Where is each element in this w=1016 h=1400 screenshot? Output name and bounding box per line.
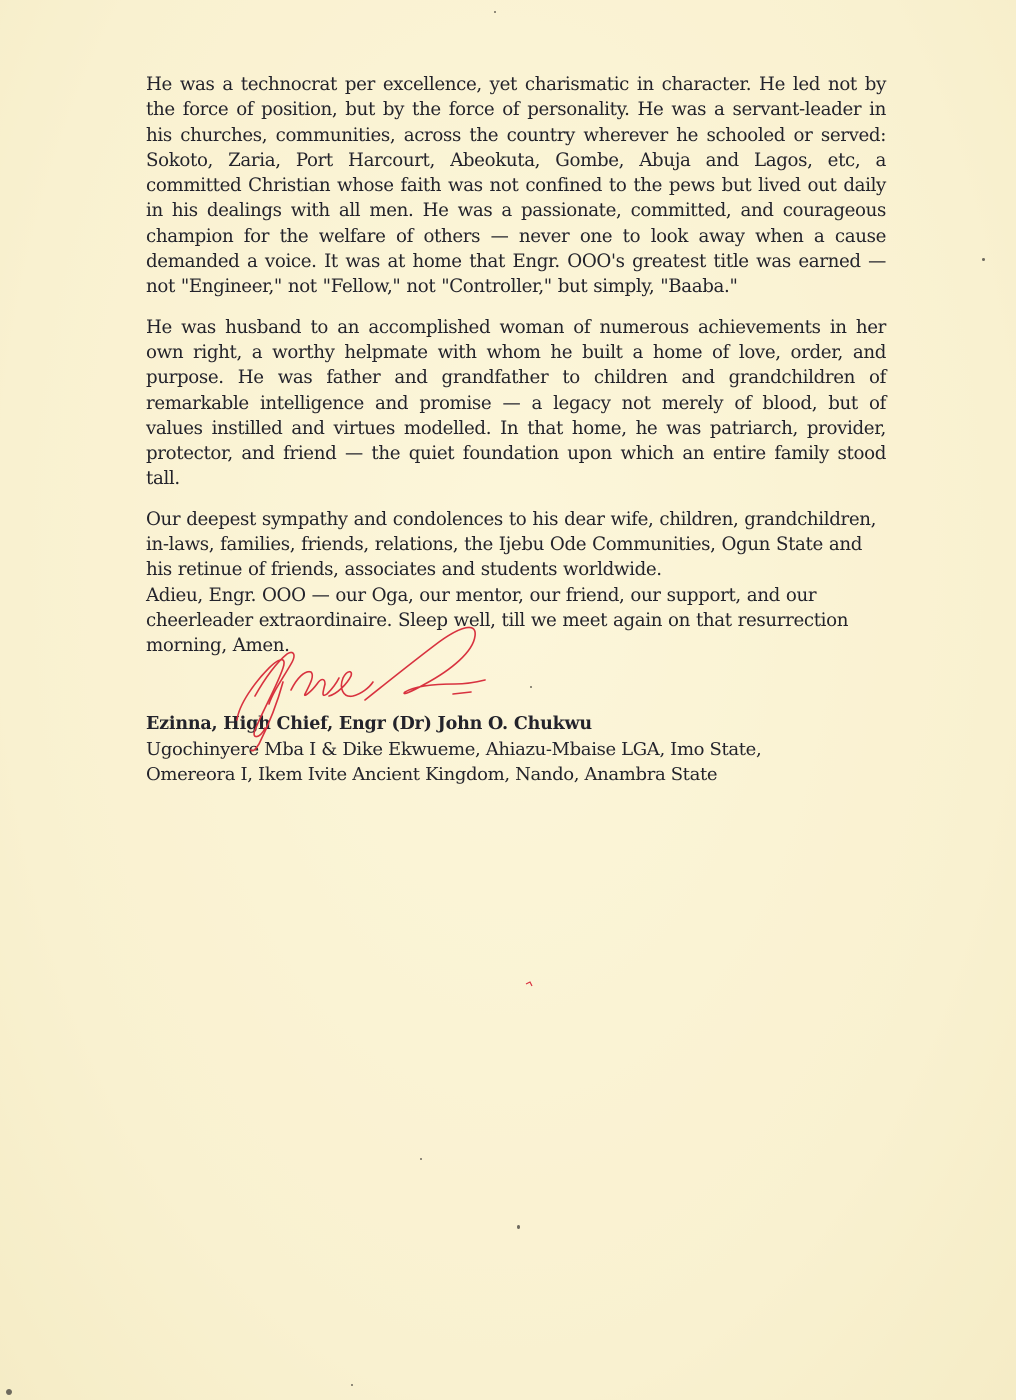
speck-mark	[982, 258, 985, 261]
ink-speck-mark	[524, 980, 536, 990]
paragraph-family: He was husband to an accomplished woman of numerous achievements in her own right, a worthy helpmate with whom he built a home of love, order, and purpose. He was father and grandfather to children and grandchildren of remarkable intelligence and promise — a legacy not merely of blood, but of values instilled and virtues modelled. In that home, he was patriarch, provider, protector, and friend — the quiet foundation upon which an entire family stood tall.	[146, 316, 886, 490]
paragraph-farewell: Adieu, Engr. OOO — our Oga, our mentor, our friend, our support, and our cheerleader extraordinaire. Sleep well, till we meet again on that resurrection morning, Amen.	[146, 584, 849, 657]
letter-body	[146, 72, 886, 659]
signatory-title-line-1: Ugochinyere Mba I & Dike Ekwueme, Ahiazu-Mbaise LGA, Imo State,	[146, 739, 762, 760]
speck-mark	[517, 1225, 520, 1229]
speck-mark	[6, 1389, 12, 1395]
paragraph-tribute: He was a technocrat per excellence, yet charismatic in character. He led not by the force of position, but by the force of personality. He was a servant-leader in his churches, communities, across the country wherever he schooled or served: Sokoto, Zaria, Port Harcourt, Abeokuta, Gombe, Abuja and Lagos, etc, a committed Christian whose faith was not confined to the pews but lived out daily in his dealings with all men. He was a passionate, committed, and courageous champion for the welfare of others — never one to look away when a cause demanded a voice. It was at home that Engr. OOO's greatest title was earned — not "Engineer," not "Fellow," not "Controller," but simply, "Baaba."	[146, 74, 886, 298]
paragraph-condolences: Our deepest sympathy and condolences to his dear wife, children, grandchildren, in-laws, families, friends, relations, the Ijebu Ode Communities, Ogun State and his retinue of friends, associates and students worldwide.	[146, 508, 877, 581]
signatory-name: Ezinna, High Chief, Engr (Dr) John O. Chukwu	[146, 714, 592, 734]
speck-mark	[494, 11, 496, 13]
speck-mark	[351, 1384, 353, 1386]
signature-block	[146, 712, 906, 787]
speck-mark	[530, 686, 532, 688]
speck-mark	[420, 1158, 422, 1160]
signatory-title-line-2: Omereora I, Ikem Ivite Ancient Kingdom, Nando, Anambra State	[146, 764, 718, 785]
